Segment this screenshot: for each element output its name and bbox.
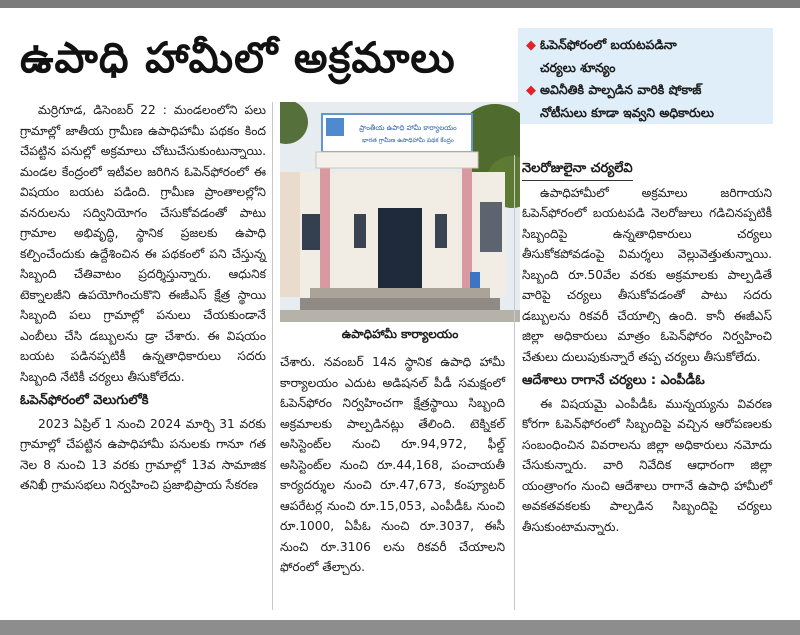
office-photo — [280, 102, 520, 322]
column-3 — [522, 155, 772, 537]
deck-point-1 — [526, 34, 765, 79]
headline: ఉపాధి హామీలో అక్రమాలు — [20, 33, 456, 82]
deck-point-2 — [526, 79, 765, 124]
deck-point-2-line-2: నోటీసులు కూడా ఇవ్వని అధికారులు — [540, 105, 714, 120]
article-paragraph: చేశారు. నవంబర్‌ 14న స్థానిక ఉపాధి హామీ కార్యాలయం ఎదుట అడిషనల్‌ పీడీ సమక్షంలో ఓపెన్‌ఫోరం నిర్వహించగా క్షేత్రస్థాయి సిబ్బంది అక్రమాలకు పాల్పడినట్లు తేలింది. టెక్నికల్‌ అసిస్టెంట్‌ల నుంచి రూ.94,972, ఫీల్డ్‌ అసిస్టెంట్‌ల నుంచి రూ.44,168, పంచాయతీ కార్యదర్శుల నుంచి రూ.47,673, కంప్యూటర్‌ ఆపరేటర్ల నుంచి రూ.15,053, ఎంపీడీఓ నుంచి రూ.1000, ఏపీఓ నుంచి రూ.3037, ఈసీ నుంచి రూ.3106 లను రికవరీ చేయాలని ఫోరంలో తేల్చారు. — [280, 355, 505, 574]
deck-point-1-line-2: చర్యలు శూన్యం — [540, 60, 616, 75]
deck-point-1-line-1: ఓపెన్‌ఫోరంలో బయటపడినా — [540, 37, 677, 52]
bullet-icon: ◆ — [526, 38, 536, 53]
subheading: ఆదేశాలు రాగానే చర్యలు : ఎంపీడీఓ — [522, 373, 705, 388]
article-paragraph: ఉపాధిహామీలో అక్రమాలు జరిగాయని ఓపెన్‌ఫోరంలో బయటపడి నెలరోజులు గడిచినప్పటికీ సిబ్బందిపై ఉన్నతాధికారులు చర్యలు తీసుకోకపోవడంపై విమర్శలు వెల్లువెత్తుతున్నాయి. సిబ్బంది రూ.50వేల వరకు అక్రమాలకు పాల్పడితే వారిపై చర్యలు తీసుకోవడంతో పాటు సదరు డబ్బులను రికవరీ చేయాల్సి ఉంది. కానీ ఈజీఎస్‌ జిల్లా అధికారులు మాత్రం ఓపెన్‌ఫోరం నిర్వహించి చేతులు దులుపుకున్నారే తప్ప చర్యలు తీసుకోలేదు. — [522, 185, 772, 364]
sign-line-2: భారత గ్రామీణ ఉపాధిహామీ పథక కేంద్రం — [362, 137, 454, 144]
top-bar — [0, 0, 800, 8]
bottom-bar — [0, 620, 800, 635]
photo-caption: ఉపాధిహామీ కార్యాలయం — [341, 327, 459, 341]
subheading: ఓపెన్‌ఫోరంలో వెలుగులోకి — [20, 393, 149, 408]
bullet-icon: ◆ — [526, 83, 536, 98]
article-paragraph: ఈ విషయమై ఎంపీడీఓ మున్నయ్యను వివరణ కోరగా ఓపెన్‌ఫోరంలో సిబ్బందిపై వచ్చిన ఆరోపణలకు సంబంధించిన వివరాలను జిల్లా అధికారులు నమోదు చేసుకున్నారు. వారి నివేదిక ఆధారంగా జిల్లా యంత్రాంగం నుంచి ఆదేశాలు రాగానే ఉపాధి హామీలో అవకతవకలకు పాల్పడిన సిబ్బందిపై చర్యలు తీసుకుంటామన్నారు. — [522, 396, 772, 534]
deck-point-2-line-1: అవినీతికి పాల్పడిన వారికి షోకాజ్ — [540, 82, 702, 97]
office-building-image — [280, 102, 520, 322]
column-2 — [280, 352, 505, 578]
subheading: నెలరోజులైనా చర్యలేవి — [522, 159, 633, 181]
article-paragraph: మర్రిగూడ, డిసెంబర్‌ 22 : మండలంలోని పలు గ్రామాల్లో జాతీయ గ్రామీణ ఉపాధిహామీ పథకం కింద చేపట్టిన పనుల్లో అక్రమాలు చోటుచేసుకుంటున్నాయి. మండల కేంద్రంలో ఇటీవల జరిగిన ఓపెన్‌ఫోరంలో ఈ విషయం బయట పడింది. గ్రామీణ ప్రాంతాలల్లోని వనరులను సద్వినియోగం చేసుకోవడంతో పాటు గ్రామాల అభివృద్ధి, స్థానిక ప్రజలకు ఉపాధి కల్పించేందుకు ఉద్దేశించిన ఈ పథకంలో పని చేస్తున్న సిబ్బంది చేతివాటం ప్రదర్శిస్తున్నారు. ఆధునిక టెక్నాలజీని ఉపయోగించుకొని ఈజీఎస్‌ క్షేత్ర స్థాయి సిబ్బంది పలు గ్రామాల్లో పనులు చేయకుండానే ఎంబీలు చేసి డబ్బులను డ్రా చేశారు. ఈ విషయం బయట పడినప్పటికీ ఉన్నతాధికారులు సదరు సిబ్బంది నేటికీ చర్యలు తీసుకోలేదు. — [20, 103, 266, 384]
article-paragraph: 2023 ఏప్రిల్‌ 1 నుంచి 2024 మార్చి 31 వరకు గ్రామాల్లో చేపట్టిన ఉపాధిహామీ పనులకు గానూ గత నెల 8 నుంచి 13 వరకు గ్రామాల్లో 13వ సామాజిక తనిఖీ గ్రామసభలు నిర్వహించి ప్రజాభిప్రాయ సేకరణ — [20, 416, 266, 492]
column-1 — [20, 100, 266, 496]
sign-line-1: ప్రాంతీయ ఉపాధి హామీ కార్యాలయం — [359, 124, 457, 132]
deck-box — [518, 28, 773, 124]
column-divider — [272, 102, 273, 610]
column-divider — [514, 155, 515, 610]
